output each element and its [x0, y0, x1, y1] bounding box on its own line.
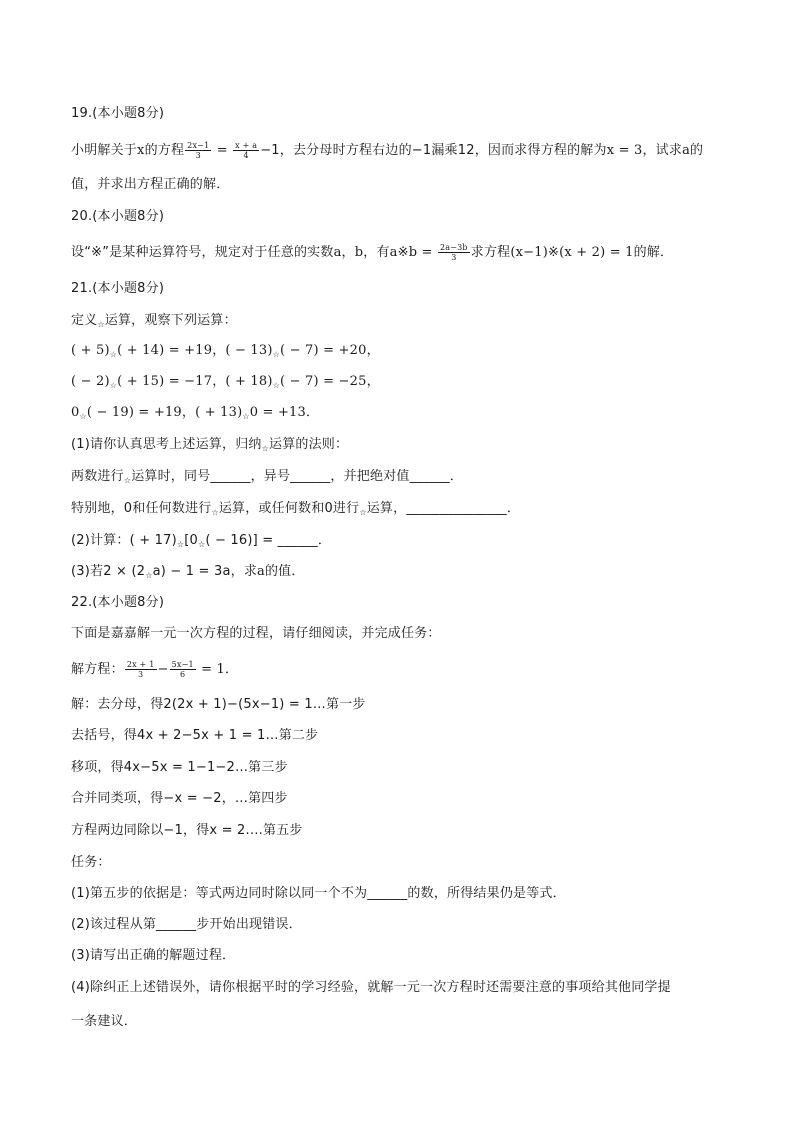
problem-22-task-label: 任务： — [71, 855, 111, 870]
star-operator-icon: ☆ — [123, 476, 132, 485]
star-operator-icon: ☆ — [211, 508, 219, 517]
fraction: $\frac{2x-1}{3}$ — [187, 141, 210, 160]
problem-21-question-1-line-3: 特别地，0和任何数进行$_☆$运算，或任何数和0进行$_☆$运算，_______________． — [71, 501, 521, 517]
problem-21-question-1-line-2: 两数进行$_☆$运算时，同号______，异号______，并把绝对值______． — [71, 469, 463, 485]
problem-19-line-2: 值，并求出方程正确的解． — [71, 177, 230, 192]
problem-21-heading: 21.(本小题8分) — [71, 281, 165, 296]
star-operator-icon: ☆ — [242, 412, 250, 421]
fraction: $\frac{2x + 1}{3}$ — [126, 660, 155, 679]
fraction: $\frac{2a-3b}{3}$ — [439, 243, 468, 262]
problem-22-step-4: 合并同类项，得−x = −2，…第四步 — [71, 791, 288, 806]
problem-22-heading: 22.(本小题8分) — [71, 595, 165, 610]
problem-19-line-1: 小明解关于x的方程 $\frac{2x-1}{3}$ = $\frac{x + a}{4}$ −1，去分母时方程右边的−1漏乘12，因而求得方程的解为x = 3，试求a的 — [71, 141, 704, 160]
problem-22-step-5: 方程两边同除以−1，得x = 2.…第五步 — [71, 823, 303, 838]
star-operator-icon: ☆ — [145, 571, 153, 580]
problem-22-task-3: (3)请写出正确的解题过程． — [71, 948, 236, 963]
star-operator-icon: ☆ — [359, 508, 367, 517]
problem-22-equation: 解方程： $\frac{2x + 1}{3}$ − $\frac{5x-1}{6}$ = 1． — [71, 660, 239, 679]
problem-21-row-2: ( − $2)_☆( + 15) = -17$，( + $18)_☆( - 7) = -25$， — [71, 374, 380, 390]
problem-22-task-4-cont: 一条建议． — [71, 1014, 138, 1029]
star-operator-icon: ☆ — [79, 412, 87, 421]
star-operator-icon: ☆ — [272, 350, 281, 359]
problem-20-heading: 20.(本小题8分) — [71, 209, 165, 224]
star-operator-icon: ☆ — [109, 381, 118, 390]
problem-21-question-1: (1)请你认真思考上述运算，归纳$_☆$运算的法则： — [71, 437, 349, 453]
problem-22-intro: 下面是嘉嘉解一元一次方程的过程，请仔细阅读，并完成任务： — [71, 626, 441, 641]
star-operator-icon: ☆ — [109, 350, 118, 359]
problem-21-definition: 定义$_☆$运算，观察下列运算： — [71, 313, 237, 329]
problem-22-task-1: (1)第五步的依据是：等式两边同时除以同一个不为______的数，所得结果仍是等式． — [71, 886, 566, 901]
problem-21-row-3: $0_☆( - 19) = +19$，( + $13)_☆0 = +13$． — [71, 405, 320, 421]
problem-19-heading: 19.(本小题8分) — [71, 106, 165, 121]
star-operator-icon: ☆ — [261, 444, 269, 453]
fraction: $\frac{5x-1}{6}$ — [171, 660, 194, 679]
problem-22-task-2: (2)该过程从第______步开始出现错误． — [71, 917, 302, 932]
problem-20-line-1: 设“※”是某种运算符号，规定对于任意的实数a，b，有a※b = $\frac{2a-3b}{3}$ 求方程(x−1)※(x + 2) = 1的解． — [71, 243, 674, 262]
star-operator-icon: ☆ — [97, 320, 105, 329]
star-operator-icon: ☆ — [272, 381, 281, 390]
problem-22-task-4: (4)除纠正上述错误外，请你根据平时的学习经验，就解一元一次方程时还需要注意的事项给其他同学提 — [71, 980, 671, 995]
star-operator-icon: ☆ — [197, 540, 206, 549]
fraction: $\frac{x + a}{4}$ — [235, 141, 258, 160]
problem-21-row-1: ( + $5)_☆( + 14) = +19$，( − $13)_☆( - 7) = +20$， — [71, 343, 380, 359]
problem-21-question-2: (2)计算：( + $17)_☆[0_☆( - 16)]$ = ______． — [71, 533, 332, 549]
problem-22-step-1: 解：去分母，得2(2x + 1)−(5x−1) = 1…第一步 — [71, 697, 366, 712]
problem-22-step-2: 去括号，得4x + 2−5x + 1 = 1…第二步 — [71, 728, 319, 743]
problem-22-step-3: 移项，得4x−5x = 1−1−2…第三步 — [71, 760, 288, 775]
star-operator-icon: ☆ — [176, 540, 185, 549]
problem-21-question-3: (3)若$2 \times (2_☆a) - 1 = 3a$，求a的值． — [71, 564, 305, 580]
